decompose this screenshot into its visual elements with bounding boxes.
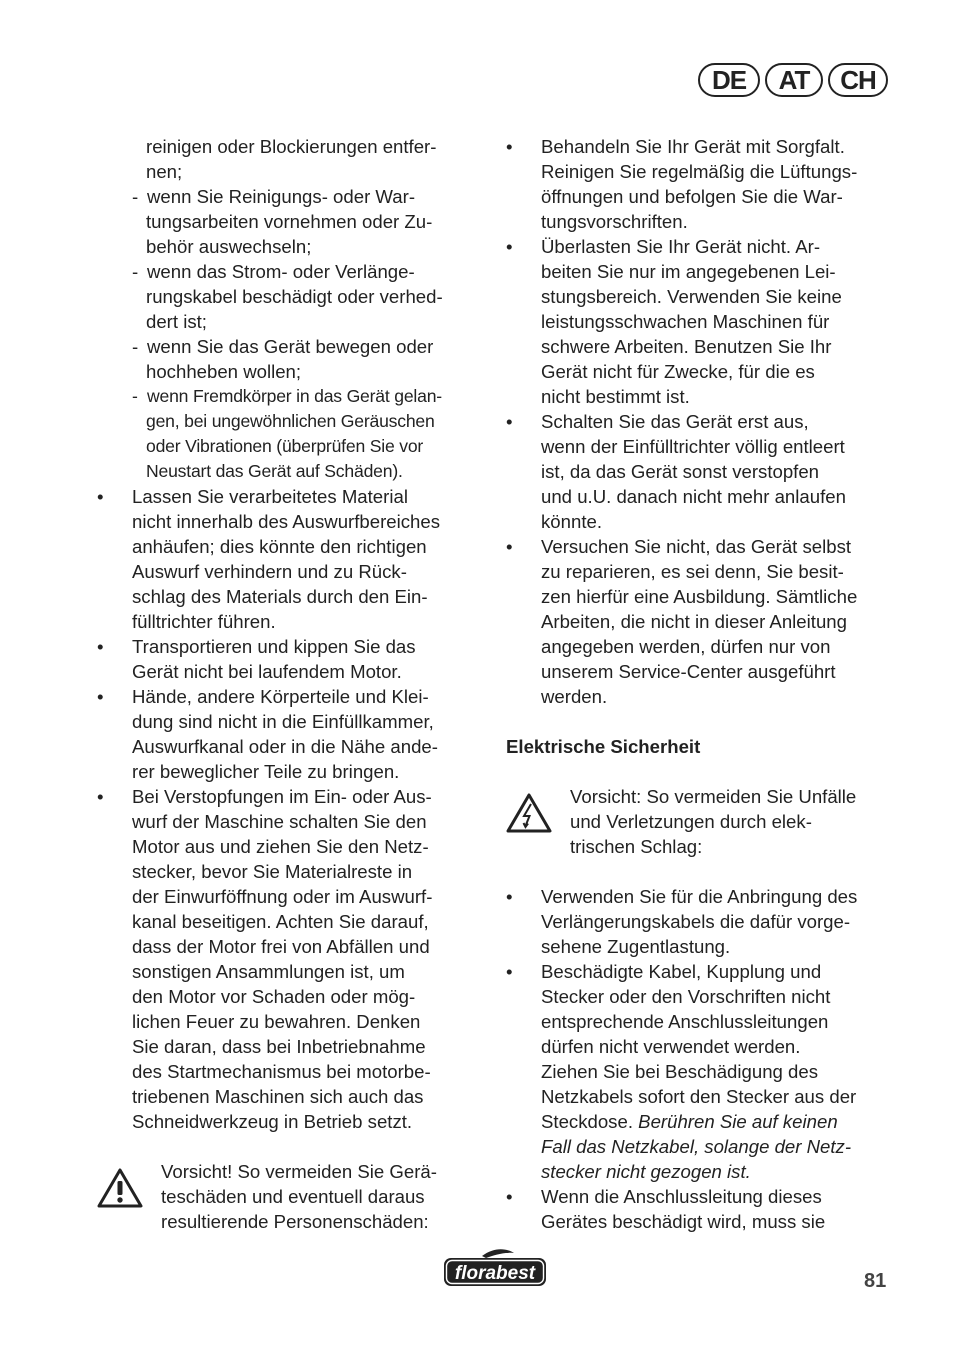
text-line bbox=[97, 134, 482, 159]
line-text: schlag des Materials durch den Ein- bbox=[132, 586, 428, 607]
paragraph-gap bbox=[506, 709, 896, 734]
text-line bbox=[506, 559, 896, 584]
line-text: dung sind nicht in die Einfüllkammer, bbox=[132, 711, 434, 732]
line-text: wenn das Strom- oder Verlänge- bbox=[147, 261, 415, 282]
text-line bbox=[506, 1159, 896, 1184]
text-line bbox=[97, 659, 482, 684]
line-text: nicht innerhalb des Auswurfbereiches bbox=[132, 511, 441, 532]
line-text: leistungsschwachen Maschinen für bbox=[541, 311, 830, 332]
text-line bbox=[97, 959, 482, 984]
florabest-logo-icon bbox=[442, 1249, 548, 1289]
bullet-item-start bbox=[506, 884, 896, 909]
line-text: Steckdose. bbox=[541, 1111, 633, 1132]
electric-shock-warning bbox=[506, 784, 896, 859]
text-line bbox=[97, 884, 482, 909]
text-line bbox=[97, 709, 482, 734]
text-line bbox=[97, 284, 482, 309]
text-line bbox=[506, 634, 896, 659]
text-line bbox=[506, 1034, 896, 1059]
text-line bbox=[506, 459, 896, 484]
bullet-item-start bbox=[506, 534, 896, 559]
bullet-item-start bbox=[506, 134, 896, 159]
text-line bbox=[506, 684, 896, 709]
text-line bbox=[506, 259, 896, 284]
line-text: sehene Zugentlastung. bbox=[541, 936, 731, 957]
bullet-marker: • bbox=[506, 136, 513, 157]
paragraph-gap bbox=[506, 759, 896, 784]
line-text: entsprechende Anschlussleitungen bbox=[541, 1011, 829, 1032]
text-line bbox=[506, 184, 896, 209]
text-line bbox=[97, 1059, 482, 1084]
dash-item-start bbox=[97, 259, 482, 284]
line-text: Behandeln Sie Ihr Gerät mit Sorgfalt. bbox=[541, 136, 845, 157]
dash-item-start bbox=[97, 184, 482, 209]
line-text: rungskabel beschädigt oder verhed- bbox=[146, 286, 443, 307]
right-column-text-bottom bbox=[506, 859, 896, 1234]
paragraph-gap bbox=[97, 1134, 482, 1159]
bullet-marker: • bbox=[97, 686, 104, 707]
line-text: nicht bestimmt ist. bbox=[541, 386, 690, 407]
bullet-item-start bbox=[506, 234, 896, 259]
logo-text: florabest bbox=[454, 1263, 536, 1284]
line-text: Verwenden Sie für die Anbringung des bbox=[541, 886, 858, 907]
left-column bbox=[97, 134, 482, 1234]
bullet-marker: • bbox=[97, 636, 104, 657]
bullet-item-start bbox=[97, 784, 482, 809]
text-line bbox=[97, 434, 482, 459]
warning-text-line: resultierende Personenschäden: bbox=[161, 1211, 429, 1232]
country-badge-at: AT bbox=[765, 63, 823, 97]
line-text: oder Vibrationen (überprüfen Sie vor bbox=[146, 436, 424, 456]
text-line bbox=[97, 609, 482, 634]
text-line bbox=[506, 309, 896, 334]
line-text: angegeben werden, dürfen nur von bbox=[541, 636, 831, 657]
line-text: unserem Service-Center ausgeführt bbox=[541, 661, 836, 682]
text-line bbox=[97, 859, 482, 884]
bullet-item-start bbox=[97, 684, 482, 709]
line-text: tungsvorschriften. bbox=[541, 211, 688, 232]
dash-marker: - bbox=[132, 336, 139, 357]
bullet-marker: • bbox=[506, 886, 513, 907]
line-text: zen hierfür eine Ausbildung. Sämtliche bbox=[541, 586, 858, 607]
line-text: Gerät nicht bei laufendem Motor. bbox=[132, 661, 402, 682]
bullet-marker: • bbox=[506, 1186, 513, 1207]
line-text: Neustart das Gerät auf Schäden). bbox=[146, 461, 403, 481]
text-line bbox=[97, 534, 482, 559]
text-line bbox=[97, 584, 482, 609]
text-line bbox=[97, 1084, 482, 1109]
line-text: Gerät nicht für Zwecke, für die es bbox=[541, 361, 815, 382]
text-line bbox=[97, 734, 482, 759]
text-line bbox=[97, 409, 482, 434]
text-line bbox=[97, 1034, 482, 1059]
line-text: hochheben wollen; bbox=[146, 361, 302, 382]
line-text: Arbeiten, die nicht in dieser Anleitung bbox=[541, 611, 847, 632]
line-text: ist, da das Gerät sonst verstopfen bbox=[541, 461, 820, 482]
bullet-item-start bbox=[97, 634, 482, 659]
dash-item-start bbox=[97, 334, 482, 359]
line-text: wenn Sie das Gerät bewegen oder bbox=[147, 336, 434, 357]
line-text: Schneidwerkzeug in Betrieb setzt. bbox=[132, 1111, 413, 1132]
page-number: 81 bbox=[864, 1270, 887, 1292]
text-line bbox=[97, 984, 482, 1009]
text-line bbox=[506, 434, 896, 459]
line-text: wenn Fremdkörper in das Gerät gelan- bbox=[147, 386, 442, 406]
line-text: anhäufen; dies könnte den richtigen bbox=[132, 536, 427, 557]
text-line bbox=[97, 934, 482, 959]
bullet-marker: • bbox=[97, 486, 104, 507]
line-text: reinigen oder Blockierungen entfer- bbox=[146, 136, 437, 157]
line-text: und u.U. danach nicht mehr anlaufen bbox=[541, 486, 846, 507]
text-line bbox=[506, 334, 896, 359]
line-text: sonstigen Ansammlungen ist, um bbox=[132, 961, 405, 982]
line-text: lichen Feuer zu bewahren. Denken bbox=[132, 1011, 421, 1032]
warning-text-line: Vorsicht! So vermeiden Sie Gerä- bbox=[161, 1161, 437, 1182]
text-line bbox=[506, 934, 896, 959]
line-text: Beschädigte Kabel, Kupplung und bbox=[541, 961, 822, 982]
dash-item-start bbox=[97, 384, 482, 409]
text-line bbox=[97, 909, 482, 934]
bullet-marker: • bbox=[506, 411, 513, 432]
text-line bbox=[506, 159, 896, 184]
dash-marker: - bbox=[132, 261, 139, 282]
text-line bbox=[506, 1209, 896, 1234]
bullet-item-start bbox=[506, 1184, 896, 1209]
line-text: Stecker oder den Vorschriften nicht bbox=[541, 986, 831, 1007]
text-line bbox=[97, 234, 482, 259]
line-text: wenn der Einfülltrichter völlig entleert bbox=[541, 436, 845, 457]
dash-marker: - bbox=[132, 186, 139, 207]
line-text: beiten Sie nur im angegebenen Lei- bbox=[541, 261, 836, 282]
line-text: Transportieren und kippen Sie das bbox=[132, 636, 416, 657]
paragraph-gap bbox=[506, 859, 896, 884]
line-text: Hände, andere Körperteile und Klei- bbox=[132, 686, 429, 707]
bullet-marker: • bbox=[97, 786, 104, 807]
warning-text-line: und Verletzungen durch elek- bbox=[570, 811, 812, 832]
line-text: Netzkabels sofort den Stecker aus der bbox=[541, 1086, 857, 1107]
text-line bbox=[97, 309, 482, 334]
section-heading: Elektrische Sicherheit bbox=[506, 736, 701, 757]
right-column-text-top bbox=[506, 134, 896, 784]
line-text: Motor aus und ziehen Sie den Netz- bbox=[132, 836, 429, 857]
bullet-marker: • bbox=[506, 536, 513, 557]
text-line bbox=[506, 1109, 896, 1134]
line-text: dürfen nicht verwendet werden. bbox=[541, 1036, 801, 1057]
line-text: behör auswechseln; bbox=[146, 236, 312, 257]
text-line bbox=[506, 609, 896, 634]
line-text: der Einwurföffnung oder im Auswurf- bbox=[132, 886, 433, 907]
text-line bbox=[506, 1084, 896, 1109]
device-damage-warning bbox=[97, 1159, 482, 1234]
text-line bbox=[506, 1009, 896, 1034]
warning-text-line: Vorsicht: So vermeiden Sie Unfälle bbox=[570, 786, 857, 807]
line-text: nen; bbox=[146, 161, 183, 182]
line-text: Sie daran, dass bei Inbetriebnahme bbox=[132, 1036, 426, 1057]
bullet-marker: • bbox=[506, 236, 513, 257]
country-badges bbox=[698, 63, 888, 97]
line-text: Auswurfkanal oder in die Nähe ande- bbox=[132, 736, 438, 757]
line-text: schwere Arbeiten. Benutzen Sie Ihr bbox=[541, 336, 832, 357]
line-text: stecker, bevor Sie Materialreste in bbox=[132, 861, 413, 882]
bullet-marker: • bbox=[506, 961, 513, 982]
line-text: werden. bbox=[541, 686, 608, 707]
text-line bbox=[506, 284, 896, 309]
text-line bbox=[97, 809, 482, 834]
country-badge-ch: CH bbox=[828, 63, 888, 97]
line-text: Versuchen Sie nicht, das Gerät selbst bbox=[541, 536, 852, 557]
line-text: Wenn die Anschlussleitung dieses bbox=[541, 1186, 822, 1207]
line-text: kanal beseitigen. Achten Sie darauf, bbox=[132, 911, 429, 932]
text-line bbox=[506, 659, 896, 684]
text-line bbox=[97, 1109, 482, 1134]
warning-text-line: teschäden und eventuell daraus bbox=[161, 1186, 425, 1207]
text-line bbox=[506, 509, 896, 534]
text-line bbox=[506, 984, 896, 1009]
bullet-item-start bbox=[97, 484, 482, 509]
line-text: rer beweglicher Teile zu bringen. bbox=[132, 761, 400, 782]
text-line bbox=[506, 384, 896, 409]
text-line bbox=[506, 909, 896, 934]
text-line bbox=[97, 834, 482, 859]
line-text: stecker nicht gezogen ist. bbox=[541, 1161, 751, 1182]
line-text: wenn Sie Reinigungs- oder War- bbox=[147, 186, 416, 207]
text-line bbox=[97, 159, 482, 184]
line-text: Ziehen Sie bei Beschädigung des bbox=[541, 1061, 819, 1082]
text-line bbox=[97, 209, 482, 234]
text-line bbox=[506, 1134, 896, 1159]
line-text: den Motor vor Schaden oder mög- bbox=[132, 986, 416, 1007]
text-line bbox=[506, 359, 896, 384]
text-line bbox=[97, 559, 482, 584]
bullet-item-start bbox=[506, 959, 896, 984]
electric-shock-warning-icon bbox=[506, 792, 552, 834]
line-text: wurf der Maschine schalten Sie den bbox=[132, 811, 427, 832]
text-line bbox=[506, 1059, 896, 1084]
text-line bbox=[506, 484, 896, 509]
florabest-logo bbox=[442, 1249, 548, 1294]
text-line bbox=[97, 459, 482, 484]
line-text: Verlängerungskabels die dafür vorge- bbox=[541, 911, 851, 932]
dash-marker: - bbox=[132, 386, 138, 406]
line-text: zu reparieren, es sei denn, Sie besit- bbox=[541, 561, 844, 582]
line-text: stungsbereich. Verwenden Sie keine bbox=[541, 286, 842, 307]
line-text: Bei Verstopfungen im Ein- oder Aus- bbox=[132, 786, 432, 807]
line-text: Gerätes beschädigt wird, muss sie bbox=[541, 1211, 826, 1232]
line-text: Auswurf verhindern und zu Rück- bbox=[132, 561, 407, 582]
line-text: Reinigen Sie regelmäßig die Lüftungs- bbox=[541, 161, 858, 182]
line-text: tungsarbeiten vornehmen oder Zu- bbox=[146, 211, 433, 232]
line-text: des Startmechanismus bei motorbe- bbox=[132, 1061, 431, 1082]
line-text: fülltrichter führen. bbox=[132, 611, 276, 632]
line-text: könnte. bbox=[541, 511, 602, 532]
exclamation-warning-icon bbox=[97, 1167, 143, 1209]
left-column-text bbox=[97, 134, 482, 1159]
line-text: Überlasten Sie Ihr Gerät nicht. Ar- bbox=[541, 236, 821, 257]
text-line bbox=[97, 759, 482, 784]
line-text: Schalten Sie das Gerät erst aus, bbox=[541, 411, 809, 432]
line-text: gen, bei ungewöhnlichen Geräuschen bbox=[146, 411, 435, 431]
text-line bbox=[97, 509, 482, 534]
text-line bbox=[506, 209, 896, 234]
line-text: triebenen Maschinen sich auch das bbox=[132, 1086, 424, 1107]
line-text: dert ist; bbox=[146, 311, 207, 332]
line-text: Fall das Netzkabel, solange der Netz- bbox=[541, 1136, 852, 1157]
text-line bbox=[97, 359, 482, 384]
country-badge-de: DE bbox=[698, 63, 760, 97]
italic-text: Berühren Sie auf keinen bbox=[633, 1111, 838, 1132]
text-line bbox=[97, 1009, 482, 1034]
bullet-item-start bbox=[506, 409, 896, 434]
line-text: öffnungen und befolgen Sie die War- bbox=[541, 186, 843, 207]
text-line bbox=[506, 584, 896, 609]
line-text: Lassen Sie verarbeitetes Material bbox=[132, 486, 408, 507]
line-text: dass der Motor frei von Abfällen und bbox=[132, 936, 430, 957]
warning-text-line: trischen Schlag: bbox=[570, 836, 703, 857]
right-column bbox=[506, 134, 896, 1234]
